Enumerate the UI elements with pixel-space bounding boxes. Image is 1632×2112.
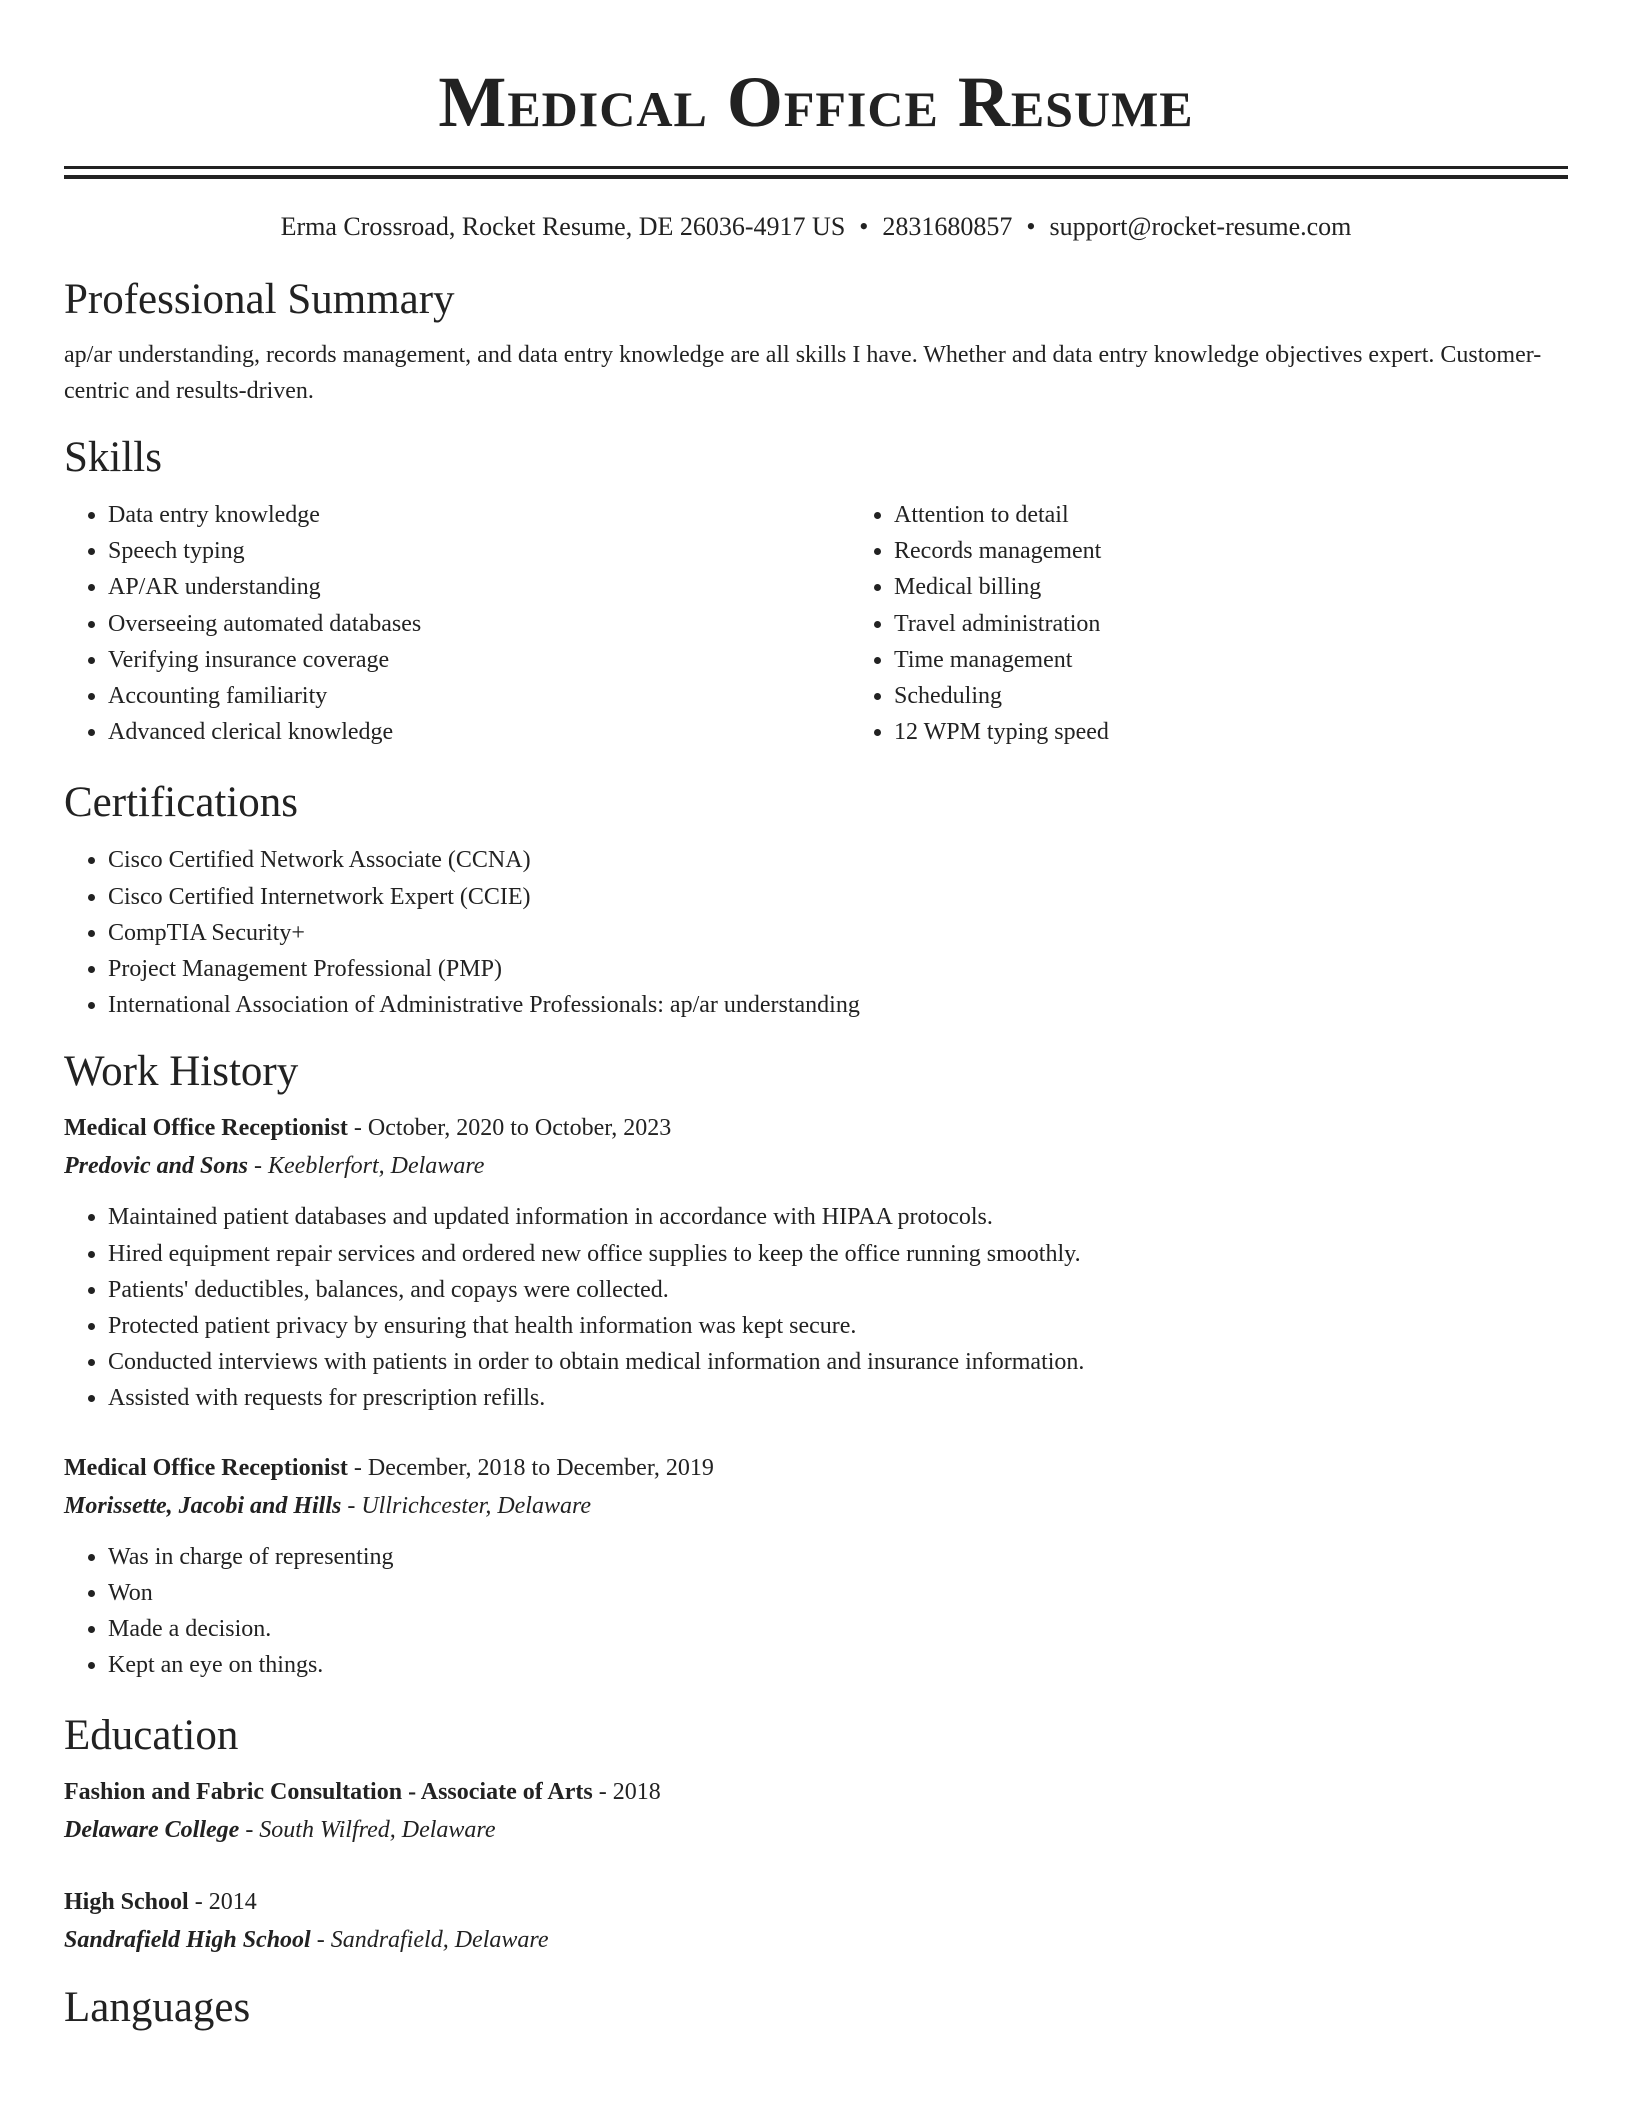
education-location: - South Wilfred, Delaware	[239, 1817, 496, 1844]
job-company: Morissette, Jacobi and Hills	[64, 1492, 342, 1519]
education-heading: Education	[64, 1712, 239, 1760]
skill-item: • Overseeing automated databases	[108, 606, 850, 642]
skill-item: • Accounting familiarity	[108, 678, 850, 714]
job-duty: • Hired equipment repair services and ordered new office supplies to keep the office running smoothly.	[108, 1236, 1568, 1272]
education-school-line	[64, 1921, 1568, 1959]
contact-line	[64, 209, 1568, 245]
job-heading	[64, 1449, 1568, 1487]
job-duty: • Made a decision.	[108, 1611, 1568, 1647]
job-duty: • Kept an eye on things.	[108, 1647, 1568, 1683]
education-school-line	[64, 1811, 1568, 1849]
job-employer	[64, 1487, 1568, 1525]
job-duties-list	[64, 1539, 1568, 1684]
job-duty: • Won	[108, 1575, 1568, 1611]
job-location: - Ullrichcester, Delaware	[341, 1492, 592, 1519]
education-degree-line	[64, 1773, 1568, 1811]
skill-item: • Records management	[894, 533, 1632, 569]
skill-item: • Time management	[894, 642, 1632, 678]
job-duty: • Patients' deductibles, balances, and copays were collected.	[108, 1272, 1568, 1308]
job-duty: • Maintained patient databases and updated information in accordance with HIPAA protocols.	[108, 1199, 1568, 1235]
certification-item: • Cisco Certified Network Associate (CCNA)	[108, 842, 1568, 878]
skills-heading: Skills	[64, 434, 162, 481]
certification-item: • Cisco Certified Internetwork Expert (CCIE)	[108, 879, 1568, 915]
skill-item: • Data entry knowledge	[108, 497, 850, 533]
contact-email: support@rocket-resume.com	[1049, 212, 1352, 241]
job-company: Predovic and Sons	[64, 1153, 249, 1180]
education-entry	[64, 1883, 1568, 1959]
job-dates: - October, 2020 to October, 2023	[347, 1115, 672, 1142]
skills-list-right	[850, 497, 1632, 750]
education-year: - 2014	[188, 1889, 257, 1916]
summary-text: ap/ar understanding, records management, and data entry knowledge are all skills I have. Whether and data entry knowledge objectives expert. Customer-centric and results-driven.	[64, 342, 1542, 404]
title-divider	[64, 166, 1568, 179]
contact-phone: 2831680857	[882, 212, 1013, 241]
languages-heading: Languages	[64, 1984, 251, 2032]
education-degree: Fashion and Fabric Consultation - Associate of Arts	[64, 1779, 593, 1806]
summary-heading: Professional Summary	[64, 276, 455, 323]
contact-address: Erma Crossroad, Rocket Resume, DE 26036-4917 US	[280, 212, 846, 241]
education-year: - 2018	[592, 1779, 661, 1806]
skills-list-left	[64, 497, 850, 750]
education-degree-line	[64, 1883, 1568, 1921]
skill-item: • Speech typing	[108, 533, 850, 569]
job-duties-list	[64, 1199, 1568, 1416]
job-entry	[64, 1449, 1568, 1684]
job-duty: • Was in charge of representing	[108, 1539, 1568, 1575]
job-title: Medical Office Receptionist	[64, 1115, 348, 1142]
skill-item: • Attention to detail	[894, 497, 1632, 533]
certification-item: • International Association of Administrative Professionals: ap/ar understanding	[108, 987, 1568, 1023]
education-degree: High School	[64, 1889, 189, 1916]
skill-item: • Verifying insurance coverage	[108, 642, 850, 678]
job-duty: • Protected patient privacy by ensuring that health information was kept secure.	[108, 1308, 1568, 1344]
certification-item: • Project Management Professional (PMP)	[108, 951, 1568, 987]
job-entry	[64, 1109, 1568, 1416]
certifications-heading: Certifications	[64, 779, 299, 827]
certification-item: • CompTIA Security+	[108, 915, 1568, 951]
job-duty: • Conducted interviews with patients in order to obtain medical information and insurance information.	[108, 1344, 1568, 1380]
education-entry	[64, 1773, 1568, 1849]
work-history-heading: Work History	[64, 1048, 299, 1096]
job-dates: - December, 2018 to December, 2019	[347, 1454, 714, 1481]
skill-item: • Advanced clerical knowledge	[108, 714, 850, 750]
skill-item: • Travel administration	[894, 606, 1632, 642]
contact-separator: •	[859, 212, 869, 241]
education-school: Sandrafield High School	[64, 1927, 311, 1954]
resume-title: Medical Office Resume	[438, 62, 1194, 142]
contact-separator: •	[1026, 212, 1036, 241]
resume-content	[64, 0, 1568, 2035]
skill-item: • AP/AR understanding	[108, 569, 850, 605]
job-heading	[64, 1109, 1568, 1147]
skills-grid	[64, 497, 1568, 750]
certifications-list	[64, 842, 1568, 1023]
job-duty: • Assisted with requests for prescription refills.	[108, 1380, 1568, 1416]
skill-item: • Medical billing	[894, 569, 1632, 605]
education-location: - Sandrafield, Delaware	[310, 1927, 549, 1954]
skill-item: • 12 WPM typing speed	[894, 714, 1632, 750]
education-school: Delaware College	[64, 1817, 240, 1844]
job-employer	[64, 1147, 1568, 1185]
job-location: - Keeblerfort, Delaware	[248, 1153, 485, 1180]
skill-item: • Scheduling	[894, 678, 1632, 714]
job-title: Medical Office Receptionist	[64, 1454, 348, 1481]
